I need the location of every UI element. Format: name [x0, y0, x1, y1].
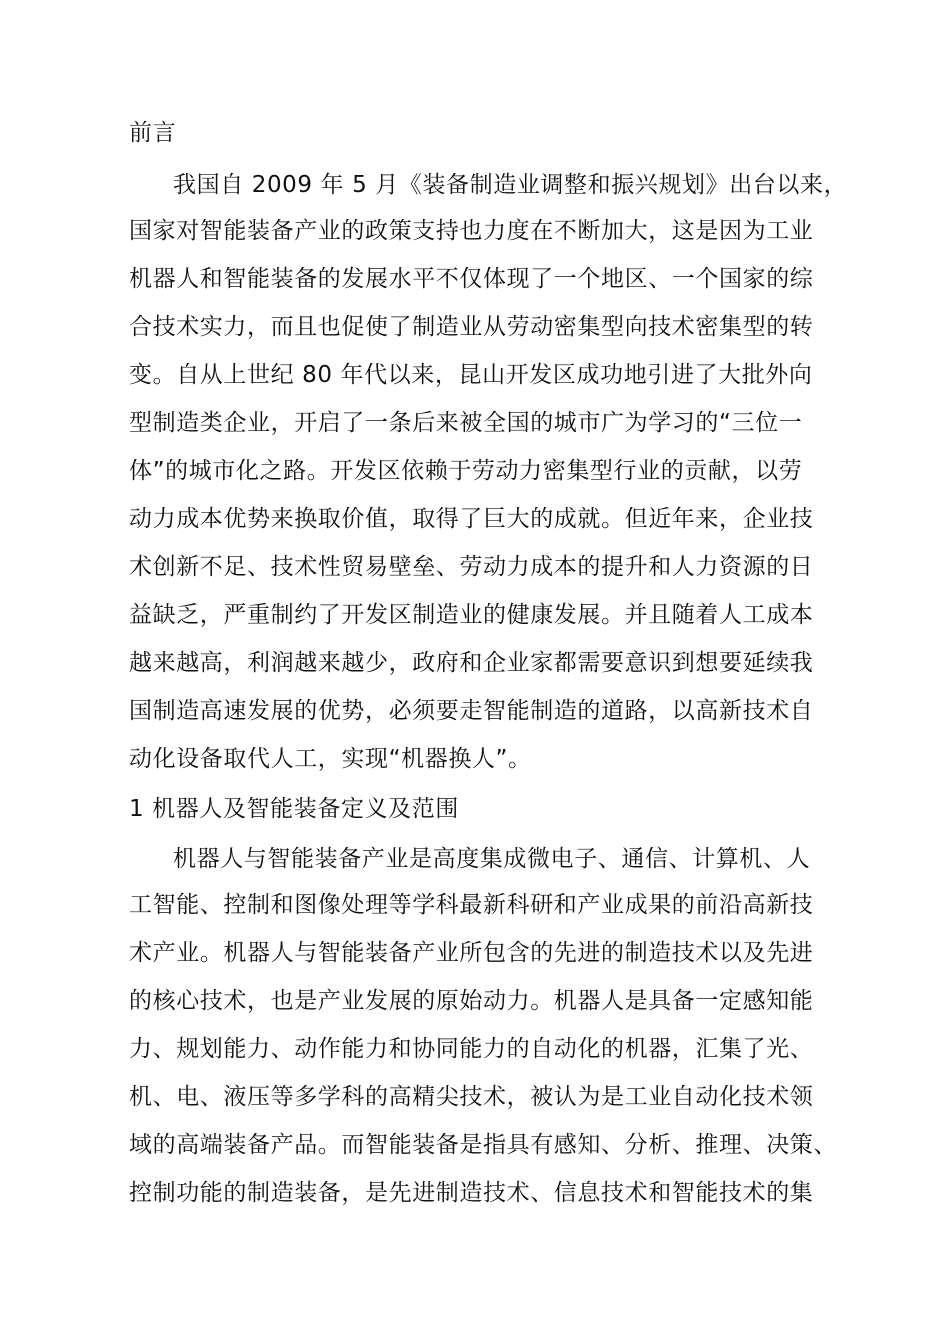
section1-line: 的核心技术，也是产业发展的原始动力。机器人是具备一定感知能	[129, 988, 814, 1014]
preface-line: 动化设备取代人工，实现“机器换人”。	[129, 746, 532, 772]
preface-line: 益缺乏，严重制约了开发区制造业的健康发展。并且随着人工成本	[129, 602, 814, 628]
preface-line: 体”的城市化之路。开发区依赖于劳动力密集型行业的贡献，以劳	[129, 458, 803, 484]
section1-line: 机器人与智能装备产业是高度集成微电子、通信、计算机、人	[173, 846, 811, 872]
preface-line: 型制造类企业，开启了一条后来被全国的城市广为学习的“三位一	[129, 410, 803, 436]
preface-line: 国家对智能装备产业的政策支持也力度在不断加大，这是因为工业	[129, 218, 814, 244]
preface-line: 合技术实力，而且也促使了制造业从劳动密集型向技术密集型的转	[129, 314, 814, 340]
section1-line: 机、电、液压等多学科的高精尖技术，被认为是工业自动化技术领	[129, 1084, 814, 1110]
preface-line: 国制造高速发展的优势，必须要走智能制造的道路，以高新技术自	[129, 698, 814, 724]
preface-line: 越来越高，利润越来越少，政府和企业家都需要意识到想要延续我	[129, 650, 814, 676]
preface-line: 机器人和智能装备的发展水平不仅体现了一个地区、一个国家的综	[129, 266, 814, 292]
preface-line: 变。自从上世纪 80 年代以来，昆山开发区成功地引进了大批外向	[129, 362, 813, 388]
preface-line: 我国自 2009 年 5 月《装备制造业调整和振兴规划》出台以来，	[173, 172, 848, 198]
section1-line: 控制功能的制造装备，是先进制造技术、信息技术和智能技术的集	[129, 1180, 814, 1206]
section1-heading: 1 机器人及智能装备定义及范围	[129, 796, 459, 822]
section1-line: 工智能、控制和图像处理等学科最新科研和产业成果的前沿高新技	[129, 892, 814, 918]
preface-heading: 前言	[129, 120, 177, 146]
section1-line: 术产业。机器人与智能装备产业所包含的先进的制造技术以及先进	[129, 940, 814, 966]
section1-line: 力、规划能力、动作能力和协同能力的自动化的机器，汇集了光、	[129, 1036, 814, 1062]
preface-line: 术创新不足、技术性贸易壁垒、劳动力成本的提升和人力资源的日	[129, 554, 814, 580]
preface-line: 动力成本优势来换取价值，取得了巨大的成就。但近年来，企业技	[129, 506, 814, 532]
section1-line: 域的高端装备产品。而智能装备是指具有感知、分析、推理、决策、	[129, 1132, 837, 1158]
